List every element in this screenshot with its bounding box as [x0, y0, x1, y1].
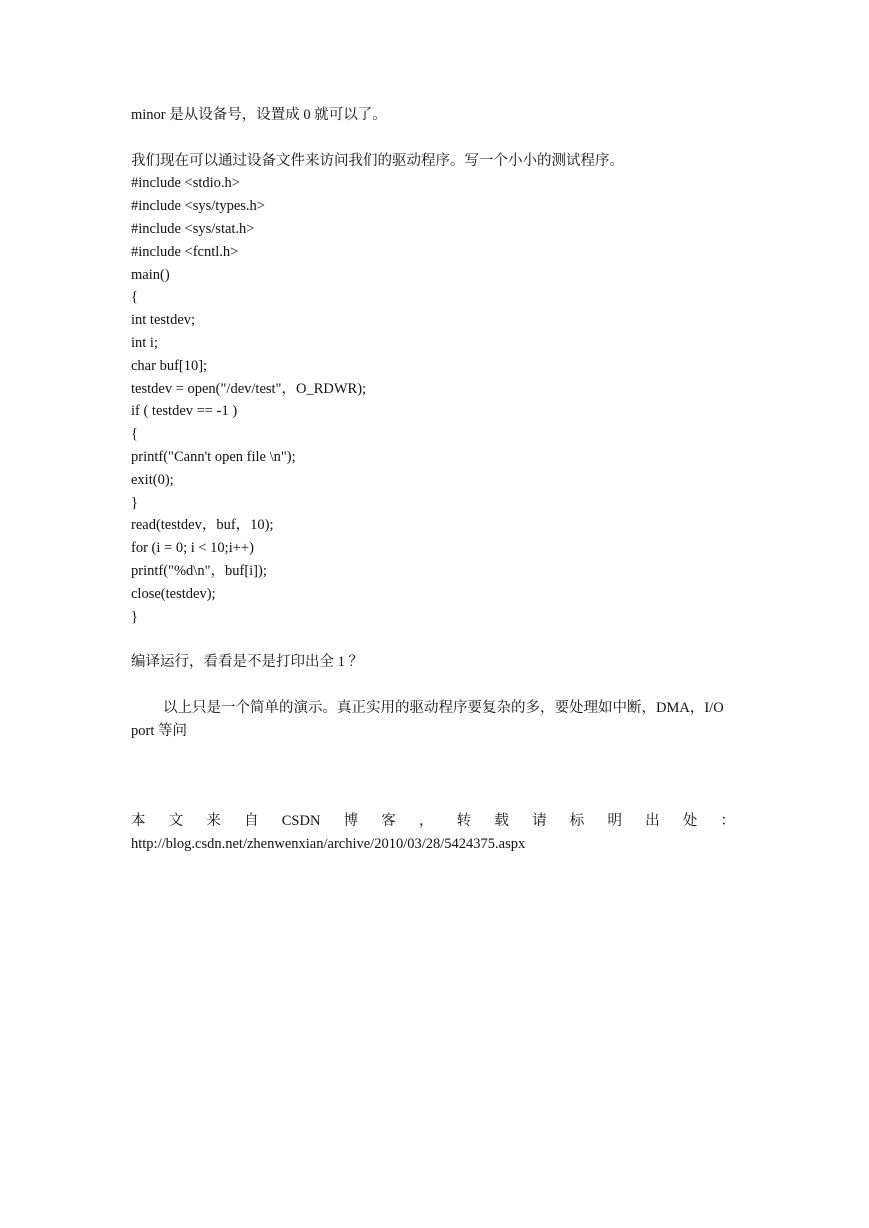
credit-line	[131, 810, 735, 833]
code-block	[131, 172, 735, 628]
source-credit	[131, 810, 735, 856]
credit-char: 处	[682, 813, 698, 830]
summary-paragraph: 以上只是一个简单的演示。真正实用的驱动程序要复杂的多，要处理如中断，DMA，I/O port 等问	[131, 699, 724, 739]
credit-char: 转	[456, 813, 472, 830]
credit-char: 博	[343, 813, 359, 830]
credit-char: 本	[131, 813, 146, 830]
code-line: int i;	[131, 334, 158, 351]
code-line: printf("%d\n"，buf[i]);	[131, 562, 267, 579]
credit-char: ：	[720, 813, 735, 830]
code-line: read(testdev，buf，10);	[131, 517, 274, 534]
code-line: int testdev;	[131, 312, 196, 329]
credit-char: ，	[419, 813, 434, 830]
code-line: {	[131, 289, 138, 306]
credit-char: 明	[607, 813, 622, 830]
intro-text: minor 是从设备号，设置成 0 就可以了。	[131, 107, 387, 123]
document-page	[131, 104, 735, 856]
code-line: testdev = open("/dev/test"，O_RDWR);	[131, 380, 367, 397]
code-line: #include <sys/types.h>	[131, 198, 265, 215]
credit-char: 文	[168, 813, 184, 830]
code-line: {	[131, 426, 138, 443]
code-line: #include <sys/stat.h>	[131, 220, 255, 237]
code-line: #include <fcntl.h>	[131, 243, 239, 260]
credit-char: 标	[569, 813, 585, 830]
credit-char: 请	[532, 813, 547, 830]
code-line: main()	[131, 266, 170, 283]
credit-char: 载	[494, 813, 509, 830]
code-line: printf("Cann't open file \n");	[131, 448, 296, 465]
credit-char: 自	[244, 813, 259, 830]
code-line: if ( testdev == -1 )	[131, 403, 238, 420]
source-url-link[interactable]: http://blog.csdn.net/zhenwenxian/archive/2010/03/28/5424375.aspx	[131, 836, 526, 853]
credit-char: 来	[206, 813, 221, 830]
code-line: exit(0);	[131, 471, 174, 488]
credit-char: CSDN	[281, 813, 321, 830]
blank-line	[131, 628, 735, 651]
credit-char: 出	[645, 813, 660, 830]
code-line: char buf[10];	[131, 357, 208, 374]
blank-line	[131, 127, 735, 150]
lead-text: 我们现在可以通过设备文件来访问我们的驱动程序。写一个小小的测试程序。	[131, 152, 624, 169]
code-line: for (i = 0; i < 10;i++)	[131, 540, 254, 557]
code-line: }	[131, 608, 138, 625]
code-line: }	[131, 494, 138, 511]
blank-line	[131, 674, 735, 697]
question-text: 编译运行，看看是不是打印出全 1 ？	[131, 654, 363, 671]
credit-char: 客	[381, 813, 396, 830]
code-line: close(testdev);	[131, 585, 216, 602]
code-line: #include <stdio.h>	[131, 175, 240, 192]
